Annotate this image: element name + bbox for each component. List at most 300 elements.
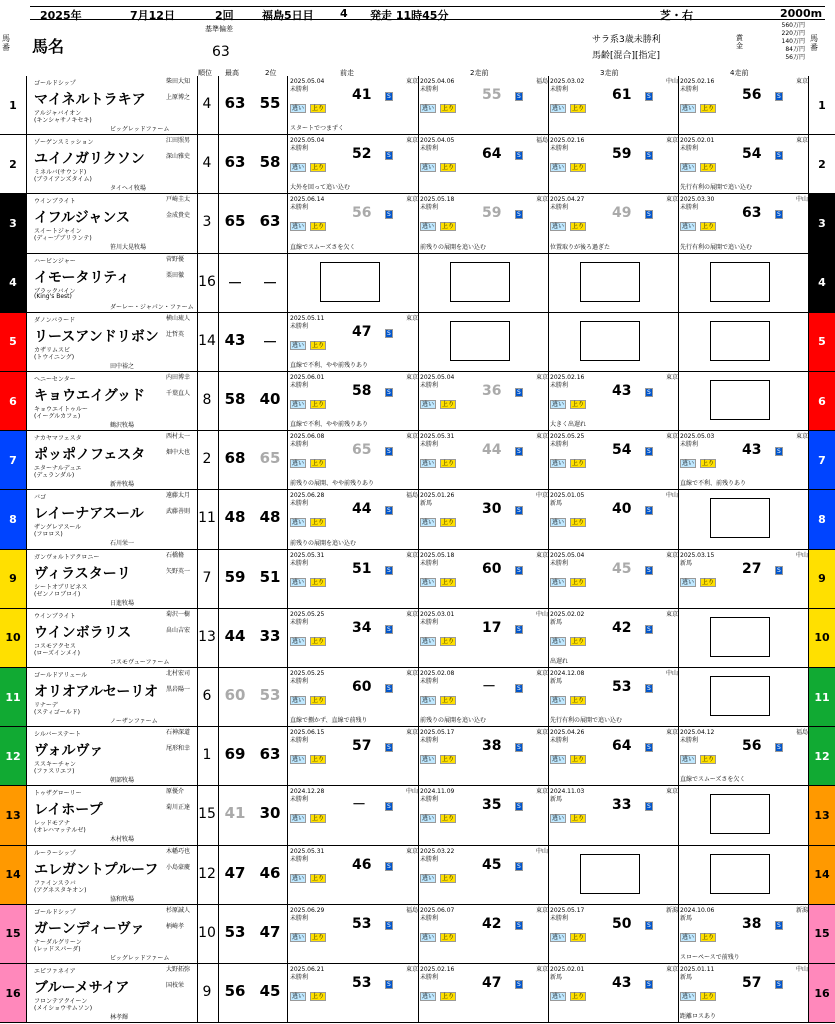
jockey: 西村太一 (166, 433, 191, 441)
horse-name[interactable]: ポッポノフェスタ (34, 447, 146, 464)
mark-tag: S (387, 685, 391, 692)
race-place: 福島 (795, 729, 808, 737)
race-place: 東京 (535, 374, 548, 381)
race-class: 新馬 (550, 974, 563, 981)
race-class: 未勝利 (680, 441, 699, 449)
race-score: 43 (612, 383, 632, 399)
dam: シートオブリビネス (34, 583, 88, 591)
style-tag: 逃い (552, 105, 565, 112)
empty-race-box (580, 321, 640, 361)
race-class: 未勝利 (290, 796, 309, 804)
race-score: 56 (742, 738, 762, 755)
past-race-2[interactable] (420, 137, 548, 191)
race-place: 中山 (535, 610, 548, 618)
race-place: 中山 (795, 966, 808, 973)
race-class: 未勝利 (550, 914, 569, 922)
mark-tag: S (647, 744, 651, 752)
mark-tag: S (647, 93, 651, 100)
entry-row (0, 490, 835, 549)
mark-tag: S (647, 921, 651, 929)
jockey: 菅野優 (166, 255, 185, 263)
mark-tag: S (517, 803, 521, 811)
breeder: タイヘイ牧場 (110, 185, 146, 193)
past-race-3[interactable] (550, 137, 678, 191)
dam: ザングレアスール (34, 524, 82, 532)
race-date: 2024.11.09 (420, 788, 455, 796)
style-tag: 上り (702, 993, 715, 1000)
race-score: 59 (482, 205, 502, 222)
race-date: 2024.12.28 (290, 788, 325, 796)
race-date: 2025.01.26 (420, 492, 455, 500)
entry-row (0, 550, 835, 609)
entry-row (0, 905, 835, 964)
race-score: 58 (352, 383, 372, 399)
max-score: 63 (224, 153, 246, 172)
past-race-1[interactable] (290, 788, 418, 842)
horse-name[interactable]: ガーンディーヴァ (34, 920, 145, 937)
past-race-2[interactable] (420, 907, 548, 961)
style-tag: 逃い (552, 815, 565, 823)
style-tag: 逃い (422, 637, 435, 645)
jockey: 石橋脩 (166, 551, 185, 559)
style-tag: 逃い (422, 815, 435, 823)
mark-tag: S (647, 389, 651, 396)
umaban-right: 10 (808, 609, 835, 667)
empty-race-box (450, 321, 510, 361)
horse-name[interactable]: ヴォルヴァ (34, 743, 104, 760)
race-date: 2025.06.21 (290, 966, 325, 973)
race-class: 新馬 (550, 500, 563, 508)
race-place: 中山 (665, 78, 678, 85)
mark-tag: S (517, 93, 521, 100)
empty-race-box (710, 321, 770, 361)
past-race-4[interactable] (680, 433, 808, 487)
race-class: 未勝利 (290, 204, 309, 212)
race-place: 東京 (405, 196, 418, 204)
style-tag: 上り (572, 460, 585, 468)
race-place: 東京 (405, 729, 418, 737)
race-date: 2025.03.22 (420, 847, 455, 855)
race-place: 新潟 (795, 906, 808, 914)
race-score: 17 (482, 619, 502, 636)
empty-race-box (710, 617, 770, 657)
horse-name[interactable]: リースアンドリボン (34, 328, 159, 345)
rank: 8 (202, 392, 212, 408)
past-race-1[interactable] (290, 611, 418, 665)
rank: 16 (198, 273, 216, 290)
race-date: 2025.01.05 (550, 492, 585, 500)
horse-name[interactable]: イフルジャンス (34, 210, 130, 227)
race-comment: 大きく出遅れ (550, 421, 587, 429)
past-race-1[interactable] (290, 552, 418, 606)
past-race-3[interactable] (550, 433, 678, 487)
race-date: 2025.02.01 (680, 137, 715, 145)
past-race-2[interactable] (420, 492, 548, 546)
past-race-2[interactable] (420, 848, 548, 902)
style-tag: 逃い (422, 105, 435, 112)
mark-tag: S (387, 625, 391, 633)
past-race-1[interactable] (290, 374, 418, 428)
race-class: 新馬 (680, 914, 693, 922)
max-score: 58 (224, 390, 246, 408)
style-tag: 逃い (292, 874, 305, 882)
umaban-left: 13 (0, 786, 27, 844)
race-class: 未勝利 (550, 737, 569, 745)
max-score: 43 (224, 330, 246, 349)
horse-name[interactable]: イモータリティ (34, 269, 131, 286)
jockey: 北村宏司 (166, 670, 191, 677)
breeder: 日進牧場 (110, 599, 135, 607)
race-class: 未勝利 (550, 86, 569, 93)
past-race-4[interactable] (680, 196, 808, 250)
race-place: 東京 (535, 433, 548, 441)
umaban-right: 9 (808, 550, 835, 608)
past-race-1[interactable] (290, 907, 418, 961)
race-date: 2025.05.25 (290, 610, 325, 618)
umaban-right: 3 (808, 194, 835, 252)
dam: フロンテアクイーン (34, 998, 88, 1005)
dam-sire: (スティゴールド) (34, 709, 80, 716)
race-class: 未勝利 (680, 145, 699, 153)
race-date: 2025.03.02 (550, 78, 585, 85)
entry-row (0, 727, 835, 786)
jockey: 原優介 (166, 788, 185, 796)
style-tag: 逃い (552, 756, 565, 764)
race-place: 中山 (795, 196, 808, 204)
style-tag: 上り (312, 933, 325, 941)
dam: アルジャバイオン (34, 110, 82, 117)
rank: 13 (198, 628, 216, 645)
past-race-1[interactable] (290, 729, 418, 783)
race-date: 2025.05.04 (290, 137, 325, 145)
race-score: － (482, 679, 496, 695)
style-tag: 逃い (552, 993, 565, 1000)
race-date: 2025.04.05 (420, 137, 455, 145)
breeder: コスモヴューファーム (110, 658, 170, 666)
race-score: 53 (352, 915, 372, 932)
second-score: 65 (259, 449, 281, 468)
past-race-3[interactable] (550, 611, 678, 665)
max-score: 53 (224, 922, 246, 941)
past-race-1[interactable] (290, 78, 418, 132)
second-score: 33 (259, 626, 281, 645)
race-date: 2025.05.31 (420, 433, 455, 441)
past-race-3[interactable] (550, 492, 678, 546)
race-place: 東京 (535, 196, 548, 204)
sire: ダノンバラード (34, 316, 76, 324)
past-race-1[interactable] (290, 433, 418, 487)
second-score: 55 (259, 94, 281, 112)
race-class: 未勝利 (680, 204, 699, 212)
past-race-2[interactable] (420, 552, 548, 606)
trainer: 深山雅史 (166, 153, 191, 161)
style-tag: 上り (572, 697, 585, 704)
sire: バゴ (34, 494, 47, 502)
style-tag: 逃い (552, 637, 565, 645)
race-class: 新馬 (680, 559, 693, 567)
style-tag: 上り (702, 756, 715, 764)
style-tag: 上り (702, 164, 715, 172)
race-place: 東京 (665, 137, 678, 145)
race-date: 2025.05.17 (420, 729, 455, 737)
past-race-2[interactable] (420, 729, 548, 783)
race-class: 新馬 (420, 500, 433, 508)
race-score: 43 (742, 442, 762, 459)
style-tag: 上り (442, 993, 455, 1000)
style-tag: 逃い (682, 578, 695, 586)
umaban-left: 1 (0, 76, 27, 134)
style-tag: 上り (442, 519, 455, 527)
empty-race-box (710, 498, 770, 538)
race-comment: 先行有利の展開で追い込む (550, 717, 623, 725)
race-class: 未勝利 (420, 441, 439, 449)
race-place: 東京 (665, 433, 678, 441)
race-comment: 前残りの展開を追い込む (420, 717, 487, 725)
race-place: 東京 (405, 966, 418, 973)
race-score: 42 (482, 915, 502, 932)
past-race-3[interactable] (550, 196, 678, 250)
past-race-2[interactable] (420, 966, 548, 1020)
style-tag: 上り (572, 578, 585, 586)
past-race-1[interactable] (290, 137, 418, 191)
race-date: 2025.02.16 (680, 78, 715, 85)
race-comment: 位置取りが後ろ過ぎた (550, 243, 611, 251)
past-race-4[interactable] (680, 78, 808, 132)
empty-race-box (710, 794, 770, 834)
style-tag: 上り (702, 223, 715, 231)
race-score: 42 (612, 619, 632, 636)
past-race-2[interactable] (420, 433, 548, 487)
dam: リナーデ (34, 702, 58, 709)
dam-sire: (デュランダル) (34, 472, 75, 480)
past-race-2[interactable] (420, 196, 548, 250)
race-place: 中山 (405, 788, 418, 796)
style-tag: 逃い (422, 756, 435, 764)
umaban-left: 16 (0, 964, 27, 1022)
style-tag: 逃い (552, 223, 565, 231)
horse-name[interactable]: ブルーメサイア (34, 980, 130, 996)
breeder: 林孝輝 (110, 1014, 129, 1021)
horse-name[interactable]: エレガントプルーフ (34, 861, 159, 878)
prize-label: 賞金 (736, 34, 743, 50)
breeder: 木村牧場 (110, 836, 135, 844)
dam: ミネルバ(サウンド) (34, 169, 87, 177)
race-class: 未勝利 (290, 737, 309, 745)
horse-name[interactable]: レイーナアスール (34, 506, 144, 523)
race-date: 2025.03.30 (680, 196, 715, 204)
style-tag: 逃い (682, 756, 695, 764)
jockey: 柴田大知 (166, 78, 191, 85)
race-class: 未勝利 (420, 86, 439, 93)
past-race-4[interactable] (680, 966, 808, 1020)
horse-name[interactable]: ユイノガリクソン (34, 151, 145, 168)
max-label: 最高 (225, 69, 239, 77)
past-race-4[interactable] (680, 552, 808, 606)
race-date: 2025.01.11 (680, 966, 715, 973)
rank: 15 (198, 806, 216, 823)
mark-tag: S (517, 152, 521, 160)
second-score: 53 (259, 686, 281, 704)
rank-label: 順位 (198, 69, 212, 77)
race-place: 中山 (665, 670, 678, 677)
race-meet: 福島5日目 (262, 9, 314, 22)
race-class: 未勝利 (550, 441, 569, 449)
race-date: 2024.12.08 (550, 670, 585, 677)
mark-tag: S (647, 625, 651, 633)
entry-row (0, 194, 835, 253)
race-date: 2025.05.31 (290, 847, 325, 855)
race-date: 2025.04.27 (550, 196, 585, 204)
race-place: 東京 (535, 966, 548, 973)
past-race-2[interactable] (420, 78, 548, 132)
past-race-4[interactable] (680, 907, 808, 961)
style-tag: 逃い (552, 519, 565, 527)
past-race-2[interactable] (420, 788, 548, 842)
style-tag: 上り (572, 401, 585, 408)
max-score: 69 (224, 745, 246, 764)
style-tag: 上り (572, 756, 585, 764)
second-score: － (262, 332, 278, 351)
entry-row (0, 254, 835, 313)
mark-tag: S (777, 448, 781, 456)
trainer: 辻哲英 (166, 330, 185, 338)
race-place: 東京 (665, 196, 678, 204)
style-tag: 逃い (552, 933, 565, 941)
past-race-1[interactable] (290, 966, 418, 1020)
style-tag: 逃い (422, 519, 435, 527)
race-date: 2025.05.17 (550, 906, 585, 914)
jockey: 大野拓弥 (166, 966, 191, 973)
horse-name[interactable]: マイネルトラキア (34, 92, 146, 108)
race-date: 2025.02.16 (420, 966, 455, 973)
race-place: 東京 (665, 788, 678, 796)
past-race-1[interactable] (290, 670, 418, 724)
race-date: 2024.10.06 (680, 906, 715, 914)
mark-tag: S (517, 981, 521, 988)
past-race-3[interactable] (550, 670, 678, 724)
max-score: 59 (224, 567, 246, 586)
past-race-1[interactable] (290, 848, 418, 902)
race-date: 2025.06.14 (290, 196, 325, 204)
race-score: 41 (352, 87, 372, 103)
style-tag: 上り (572, 815, 585, 823)
past-race-1[interactable] (290, 492, 418, 546)
race-comment: 前残りの展開を追い込む (290, 539, 357, 547)
style-tag: 上り (312, 637, 325, 645)
dam: ファインスラバ (34, 879, 76, 887)
breeder: 鶴沢牧場 (110, 422, 135, 429)
rank: 4 (202, 155, 212, 172)
race-place: 東京 (405, 314, 418, 322)
race-comment: 距離ロスあり (680, 1013, 717, 1021)
race-class: 未勝利 (420, 914, 439, 922)
prev2-label: 2走前 (470, 69, 489, 77)
umaban-left: 11 (0, 668, 27, 726)
umaban-right: 1 (808, 76, 835, 134)
past-race-3[interactable] (550, 966, 678, 1020)
past-race-4[interactable] (680, 137, 808, 191)
race-date: 2025.05.03 (680, 433, 715, 441)
sire: ナカヤマフェスタ (34, 435, 82, 443)
horse-name[interactable]: レイホープ (34, 802, 103, 819)
past-race-4[interactable] (680, 729, 808, 783)
style-tag: 上り (442, 164, 455, 172)
post-time: 発走 11時45分 (370, 9, 449, 22)
past-race-1[interactable] (290, 315, 418, 369)
dam: スイートジャイン (34, 228, 82, 236)
past-race-3[interactable] (550, 374, 678, 428)
umaban-right: 8 (808, 490, 835, 548)
horse-name[interactable]: キョウエイグッド (34, 388, 146, 404)
race-place: 中山 (535, 847, 548, 855)
past-race-2[interactable] (420, 611, 548, 665)
past-race-3[interactable] (550, 788, 678, 842)
dam: ナーダルグリーン (34, 938, 82, 946)
race-score: 53 (352, 975, 372, 991)
style-tag: 上り (442, 874, 455, 882)
style-tag: 逃い (292, 933, 305, 941)
past-race-3[interactable] (550, 907, 678, 961)
race-score: 57 (352, 738, 372, 755)
style-tag: 逃い (682, 933, 695, 941)
past-race-2[interactable] (420, 374, 548, 428)
second-score: 51 (259, 567, 281, 586)
horse-name[interactable]: ヴィラスターリ (34, 565, 131, 582)
dam-sire: (オレハマッテルゼ) (34, 827, 86, 835)
style-tag: 逃い (292, 341, 305, 349)
race-place: 福島 (405, 492, 418, 500)
style-tag: 上り (312, 519, 325, 527)
race-comment: 直線でスムーズさを欠く (680, 776, 746, 784)
mark-tag: S (647, 803, 651, 811)
horse-name-label: 馬名 (32, 37, 65, 56)
race-score: 30 (482, 501, 502, 518)
race-score: 45 (612, 560, 632, 577)
dam-sire: (フロロス) (34, 531, 63, 539)
race-score: 43 (612, 975, 632, 991)
trainer: 柄崎孝 (166, 922, 185, 930)
past-race-3[interactable] (550, 729, 678, 783)
race-score: 54 (612, 442, 632, 459)
style-tag: 逃い (292, 460, 305, 468)
race-comment: 大外を回って追い込む (290, 184, 351, 192)
style-tag: 上り (572, 164, 585, 172)
style-tag: 逃い (292, 756, 305, 764)
race-place: 東京 (405, 374, 418, 381)
horse-name[interactable]: オリオアルセーリオ (34, 684, 159, 700)
empty-race-box (710, 380, 770, 420)
race-score: 57 (742, 975, 762, 991)
past-race-1[interactable] (290, 196, 418, 250)
horse-name[interactable]: ウインボラリス (34, 624, 132, 641)
dam-sire: (ブライアンズタイム) (34, 176, 92, 184)
rank: 3 (202, 214, 212, 231)
empty-race-box (710, 676, 770, 716)
past-race-2[interactable] (420, 670, 548, 724)
past-race-3[interactable] (550, 552, 678, 606)
past-race-3[interactable] (550, 78, 678, 132)
mark-tag: S (517, 211, 521, 219)
sire: ハービンジャー (34, 257, 76, 265)
race-score: 60 (482, 560, 502, 577)
sire: ヘニーセンター (34, 376, 76, 383)
empty-race-box (710, 262, 770, 302)
race-place: 東京 (405, 847, 418, 855)
mark-tag: S (387, 981, 391, 988)
race-class: 未勝利 (290, 678, 309, 685)
jockey: 石神深道 (166, 729, 191, 737)
umaban-right: 5 (808, 313, 835, 371)
